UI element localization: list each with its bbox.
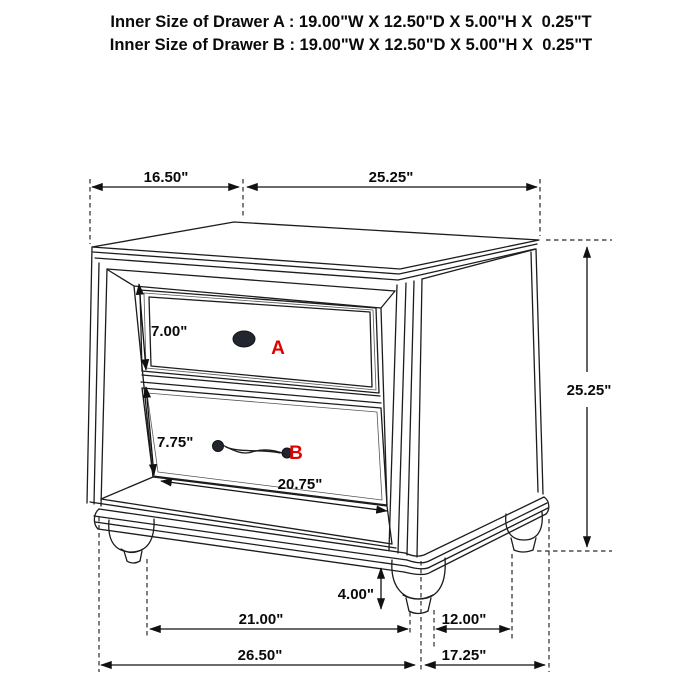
drawer-b-tag: B xyxy=(289,443,303,464)
dim-label-side-feet-span: 12.00" xyxy=(441,611,487,628)
header-drawer-a-size: Inner Size of Drawer A : 19.00"W X 12.50"D X 5.00"H X 0.25"T xyxy=(110,13,592,31)
dim-label-drawer-a-height: 7.00" xyxy=(151,323,188,340)
dim-label-foot-height: 4.00" xyxy=(337,586,374,603)
dim-label-overall-depth: 17.25" xyxy=(441,647,487,664)
header-drawer-b-size: Inner Size of Drawer B : 19.00"W X 12.50"D X 5.00"H X 0.25"T xyxy=(109,36,593,54)
drawer-a-cane-panel xyxy=(149,297,372,387)
drawer-a-lip xyxy=(144,293,376,390)
dimensions xyxy=(92,169,611,665)
dim-label-drawer-b-width: 20.75" xyxy=(277,476,323,493)
tabletop-edge-band-2 xyxy=(95,249,535,280)
dim-label-drawer-b-height: 7.75" xyxy=(157,434,194,451)
header xyxy=(110,13,592,54)
case-front-frame xyxy=(87,247,396,548)
foot-front-right xyxy=(392,558,445,614)
drawer-a-tag: A xyxy=(271,338,285,359)
nightstand-line-art xyxy=(87,222,549,614)
tabletop-edge-band-1 xyxy=(93,244,537,274)
tabletop xyxy=(92,222,539,269)
drawer-a-knob xyxy=(233,331,255,347)
dim-label-top-width: 25.25" xyxy=(368,169,414,186)
dim-label-height: 25.25" xyxy=(566,382,612,399)
dim-label-top-depth: 16.50" xyxy=(143,169,189,186)
foot-front-left xyxy=(109,519,154,563)
drawer-b-handle xyxy=(213,441,293,459)
dim-label-front-feet-span: 21.00" xyxy=(238,611,284,628)
dim-label-overall-width: 26.50" xyxy=(237,647,283,664)
case-right-side xyxy=(389,249,543,557)
